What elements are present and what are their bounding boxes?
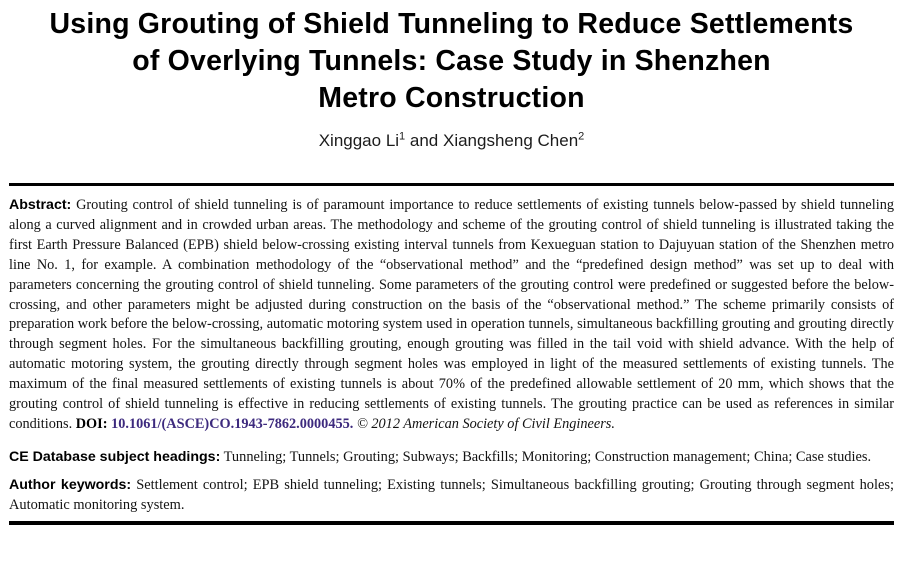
paper-title [9,6,894,117]
copyright-note: © 2012 American Society of Civil Engineers. [356,415,615,432]
abstract-label: Abstract: [9,197,72,213]
author-line [9,130,894,152]
author-footnote-marker-2: 2 [578,130,585,143]
abstract-body-text: Grouting control of shield tunneling is of paramount importance to reduce settlements of existing tunnels below-passed by shield tunneling along a curved alignment and in crowded urban areas. The methodology and scheme of the grouting control of shield tunneling is illustrated taking the first Earth Pressure Balanced (EPB) shield below-crossing existing interval tunnels from Kexueguan station to Dajuyuan station of the Shenzhen metro line No. 1, for example. A combination methodology of the “observational method” and the “predefined design method” was set up to deal with parameters concerning the grouting control of shield tunneling. Some parameters of the grouting control were predefined or suggested before the below-crossing, and other parameters might be adjusted during construction on the basis of the “observational method.” The scheme primarily consists of preparation work before the below-crossing, automatic motoring system used in operation tunnels, simultaneous backfilling grouting and grouting directly through segment holes. For the simultaneous backfilling grouting, enough grouting was filled in the tail void with shield advance. With the help of automatic motoring system, the grouting directly through segment holes was employed in light of the measured settlements of existing tunnels. The maximum of the final measured settlements of existing tunnels is about 70% of the predefined allowable settlement of 20 mm, which shows that the grouting control of shield tunneling is effective in reducing settlements of existing tunnels. The grouting practice can be used as references in similar conditions. [9,197,894,432]
paper-title-line-1: Using Grouting of Shield Tunneling to Reduce Settlements [49,8,854,40]
author-name-2: Xiangsheng Chen [442,131,579,150]
doi-label: DOI: [75,415,108,432]
author-keywords-paragraph [9,475,894,516]
subject-headings-text: Tunneling; Tunnels; Grouting; Subways; Backfills; Monitoring; Construction management; China; Case studies. [223,448,872,465]
author-separator: and [405,131,443,150]
top-divider [9,183,894,186]
subject-headings-paragraph [9,447,894,468]
paper-title-line-2: of Overlying Tunnels: Case Study in Shenzhen [132,45,771,77]
abstract-paragraph [9,196,894,435]
paper-title-line-3: Metro Construction [318,82,585,114]
author-footnote-marker-1: 1 [399,130,406,143]
doi-link-part-1[interactable]: 10.1061/ [111,415,162,432]
author-name-1: Xinggao Li [318,131,400,150]
doi-link-part-2[interactable]: (ASCE)CO.1943-7862.0000455. [161,415,354,432]
subject-headings-label: CE Database subject headings: [9,448,221,465]
bottom-divider [9,521,894,525]
author-keywords-label: Author keywords: [9,476,132,493]
author-keywords-text: Settlement control; EPB shield tunneling; Existing tunnels; Simultaneous backfilling grouting; Grouting through segment holes; Automatic monitoring system. [9,476,894,514]
doi-link[interactable] [111,416,353,432]
